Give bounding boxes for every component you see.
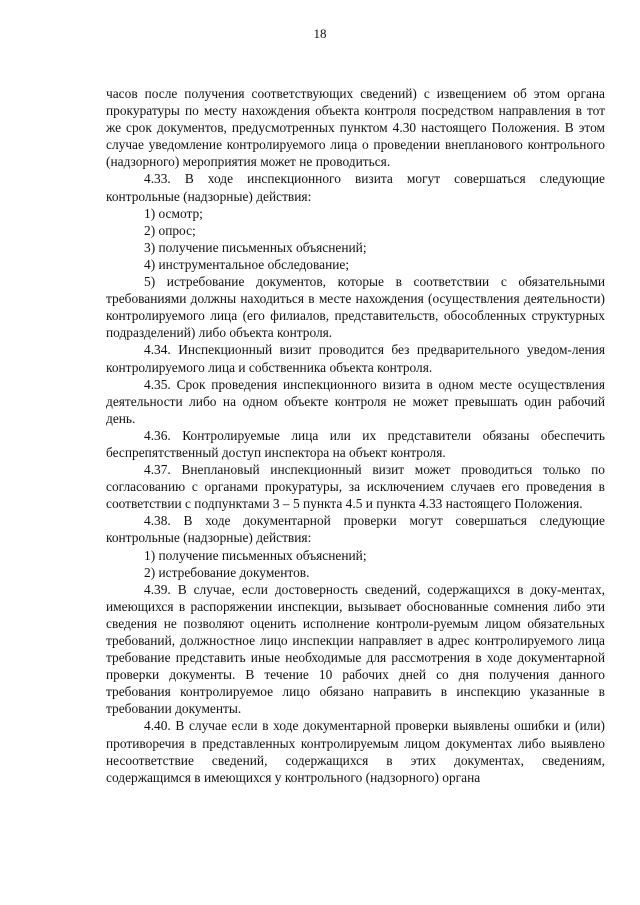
document-body [106,85,605,786]
page-number: 18 [313,26,327,41]
paragraph-4-35: 4.35. Срок проведения инспекционного визита в одном месте осуществления деятельности либо на одном объекте контроля не может превышать один рабочий день. [106,376,605,426]
list-item: 1) получение письменных объяснений; [144,547,367,563]
list-item: 1) осмотр; [144,205,203,221]
list-item: 3) получение письменных объяснений; [144,239,367,255]
paragraph-4-33: 4.33. В ходе инспекционного визита могут совершаться следующие контрольные (надзорные) действия: [106,171,605,204]
paragraph-4-36: 4.36. Контролируемые лица или их представители обязаны обеспечить беспрепятственный доступ инспектора на объект контроля. [106,427,605,460]
paragraph-continuation: часов после получения соответствующих сведений) с извещением об этом органа прокуратуры по месту нахождения объекта контроля посредством направления в тот же срок документов, предусмотренных пунктом 4.30 настоящего Положения. В этом случае уведомление контролируемого лица о проведении внепланового контрольного (надзорного) мероприятия может не проводиться. [106,86,605,170]
list-item: 2) опрос; [144,222,196,238]
paragraph-4-34: 4.34. Инспекционный визит проводится без предварительного уведом-ления контролируемого лица и собственника объекта контроля. [106,342,605,375]
list-item: 5) истребование документов, которые в соответствии с обязательными требованиями должны находиться в месте нахождения (осуществления деятельности) контролируемого лица (его филиалов, представительств, обособленных структурных подразделений) либо объекта контроля. [106,274,605,341]
paragraph-4-37: 4.37. Внеплановый инспекционный визит может проводиться только по согласованию с органами прокуратуры, за исключением случаев его проведения в соответствии с подпунктами 3 – 5 пункта 4.5 и пункта 4.33 настоящего Положения. [106,462,605,512]
paragraph-4-38: 4.38. В ходе документарной проверки могут совершаться следующие контрольные (надзорные) действия: [106,513,605,546]
paragraph-4-40: 4.40. В случае если в ходе документарной проверки выявлены ошибки и (или) противоречия в представленных контролируемым лицом документах либо выявлено несоответствие сведений, содержащихся в этих документах, сведениям, содержащимся в имеющихся у контрольного (надзорного) органа [106,718,605,785]
list-item: 2) истребование документов. [144,564,310,580]
list-item: 4) инструментальное обследование; [144,256,350,272]
paragraph-4-39: 4.39. В случае, если достоверность сведений, содержащихся в доку-ментах, имеющихся в распоряжении инспекции, вызывает обоснованные сомнения либо эти сведения не позволяют оценить исполнение контроли-руемым лицом обязательных требований, должностное лицо инспекции направляет в адрес контролируемого лица требование представить иные необходимые для рассмотрения в ходе документарной проверки документы. В течение 10 рабочих дней со дня получения данного требования контролируемое лицо обязано направить в инспекцию указанные в требовании документы. [106,581,605,717]
